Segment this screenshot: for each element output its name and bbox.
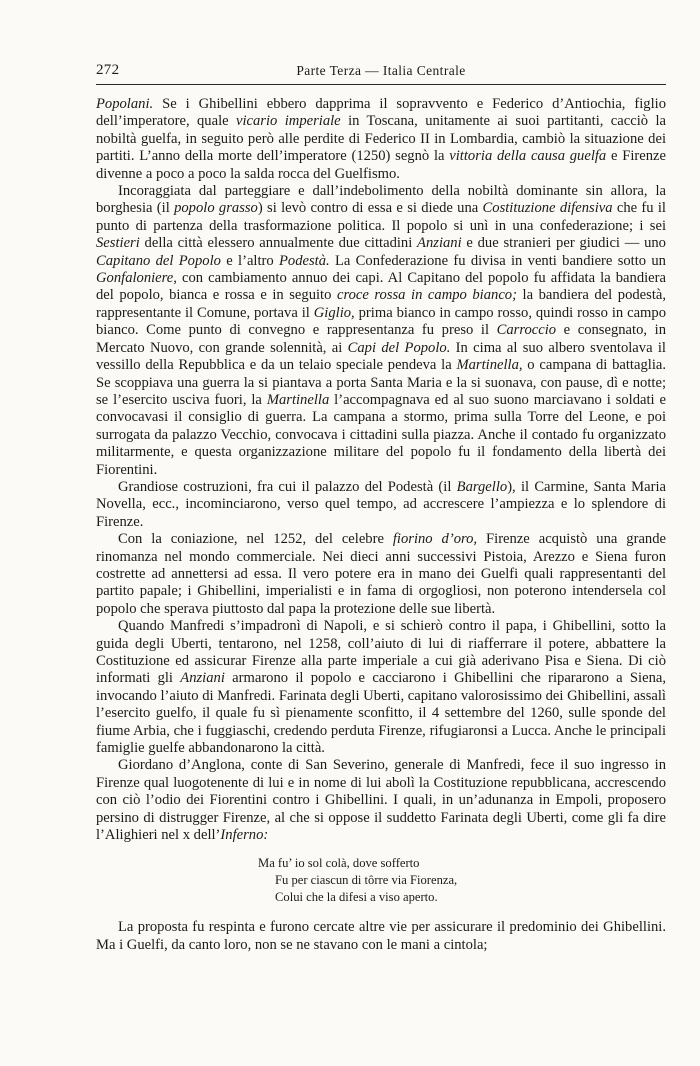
italic-term: vicario imperiale xyxy=(236,113,341,130)
paragraph: Giordano d’Anglona, conte di San Severino, generale di Manfredi, fece il suo ingresso in Firenze qual luogotenente di lui e in nome di lui abolì la Costituzione repubblicana, accrescendo con ciò l’odio dei Fiorentini contro i Ghibellini. I quali, in un’adunanza in Empoli, proposero persino di distrugger Firenze, al che si oppose il suddetto Farinata degli Uberti, come gli fa dire l’Alighieri nel x dell’Inferno: xyxy=(96,757,666,844)
verse-line: Fu per ciascun di tôrre via Fiorenza, xyxy=(275,873,458,888)
italic-term: Giglio, xyxy=(313,304,355,321)
paragraph: Incoraggiata dal parteggiare e dall’indebolimento della nobiltà dominante sin allora, la borghesia (il popolo grasso) si levò contro di essa e si diede una Costituzione difensiva che fu il punto di partenza della trasformazione politica. Il popolo si unì in una confederazione; i sei Sestieri della città elessero annualmente due cittadini Anziani e due stranieri per giudici — uno Capitano del Popolo e l’altro Podestà. La Confederazione fu divisa in venti bandiere sotto un Gonfaloniere, con cambiamento annuo dei capi. Al Capitano del popolo fu affidata la bandiera del popolo, bianca e rossa e in seguito croce rossa in campo bianco; la bandiera del podestà, rappresentante il Comune, portava il Giglio, prima bianco in campo rosso, quindi rosso in campo bianco. Come punto di convegno e rappresentanza fu preso il Carroccio e consegnato, in Mercato Nuovo, con grande solennità, ai Capi del Popolo. In cima al suo albero sventolava il vessillo della Repubblica e da un telaio speciale pendeva la Martinella, o campana di battaglia. Se scoppiava una guerra la si piantava a porta Santa Maria e la si suonava, con pause, dì e notte; se l’esercito usciva fuori, la Martinella l’accompagnava ed al suo suono marciavano i soldati e convocavasi il consiglio di guerra. La campana a stormo, prima sulla Torre del Leone, e poi surrogata da palazzo Vecchio, convocava i cittadini sulla piazza. Anche il contado fu organizzato militarmente, e questa organizzazione militare del popolo fu il fondamento della libertà dei Fiorentini. xyxy=(96,183,666,478)
verse-line: Ma fu’ io sol colà, dove sofferto xyxy=(258,856,420,871)
italic-term: Carroccio xyxy=(496,322,557,339)
body-text xyxy=(96,96,666,954)
verse-quotation xyxy=(258,855,666,905)
italic-term: Gonfaloniere, xyxy=(96,270,177,287)
paragraph: Grandiose costruzioni, fra cui il palazzo del Podestà (il Bargello), il Carmine, Santa Maria Novella, ecc., incominciarono, verso quel tempo, ad accrescere l’ampiezza e lo splendore di Firenze. xyxy=(96,478,666,530)
paragraph: Quando Manfredi s’impadronì di Napoli, e si schierò contro il papa, i Ghibellini, sotto la guida degli Uberti, tentarono, nel 1258, coll’aiuto di lui di riafferrare il potere, abbattere la Costituzione ed assicurar Firenze alla parte imperiale a cui già aderivano Pisa e Siena. Di ciò informati gli Anziani armarono il popolo e cacciarono i Ghibellini che ripararono a Siena, invocando l’aiuto di Manfredi. Farinata degli Uberti, capitano valorosissimo dei Ghibellini, assalì l’esercito guelfo, il quale fu sì pienamente sconfitto, il 4 settembre del 1260, sulle sponde del fiume Arbia, che i fuggiaschi, credendo perduta Firenze, rifugiaronsi a Lucca. Anche le principali famiglie guelfe abbandonarono la città. xyxy=(96,618,666,757)
italic-term: Martinella, xyxy=(456,357,523,374)
paragraph: La proposta fu respinta e furono cercate altre vie per assicurare il predominio dei Ghibellini. Ma i Guelfi, da canto loro, non se ne stavano con le mani a cintola; xyxy=(96,919,666,953)
running-head xyxy=(96,60,666,82)
italic-term: Capitano del Popolo xyxy=(96,252,221,269)
page-number: 272 xyxy=(96,62,120,78)
running-title: Parte Terza — Italia Centrale xyxy=(296,63,466,78)
italic-term: vittoria della causa guelfa xyxy=(449,148,607,165)
italic-term: Anziani xyxy=(180,670,225,687)
italic-term: Popolani. xyxy=(96,96,154,112)
verse-line: Colui che la difesi a viso aperto. xyxy=(275,889,438,904)
italic-term: Podestà. xyxy=(279,252,330,269)
paragraph: Con la coniazione, nel 1252, del celebre fiorino d’oro, Firenze acquistò una grande rinomanza nel mondo commerciale. Nei dieci anni successivi Pistoia, Arezzo e Siena furon costrette ad annettersi ad essa. Il vero potere era in mano dei Guelfi quali rappresentanti del partito papale; i Ghibellini, imperialisti e in fama di orgogliosi, non poterono intendersela col popolo che sperava piuttosto dal papa la protezione delle sue libertà. xyxy=(96,531,667,617)
italic-term: fiorino d’oro, xyxy=(392,531,478,548)
italic-term: Martinella xyxy=(266,391,330,408)
italic-term: Inferno: xyxy=(220,827,269,844)
italic-term: Costituzione difensiva xyxy=(482,200,613,217)
italic-term: popolo grasso xyxy=(174,200,258,217)
italic-term: Bargello xyxy=(456,478,508,495)
italic-term: croce rossa in campo bianco; xyxy=(336,287,517,304)
paragraph: Popolani. Se i Ghibellini ebbero dapprima il sopravvento e Federico d’Antiochia, figlio dell’imperatore, quale vicario imperiale in Toscana, unitamente ai suoi partitanti, cacciò la nobiltà guelfa, in seguito però alle perdite di Federico II in Lombardia, cambiò la situazione dei partiti. L’anno della morte dell’imperatore (1250) segnò la vittoria della causa guelfa e Firenze divenne a poco a poco la salda rocca del Guelfismo. xyxy=(96,96,666,182)
header-rule xyxy=(96,84,666,85)
italic-term: Anziani xyxy=(417,235,462,252)
italic-term: Sestieri xyxy=(96,235,140,252)
book-page xyxy=(96,60,666,954)
italic-term: Capi del Popolo. xyxy=(347,339,451,356)
